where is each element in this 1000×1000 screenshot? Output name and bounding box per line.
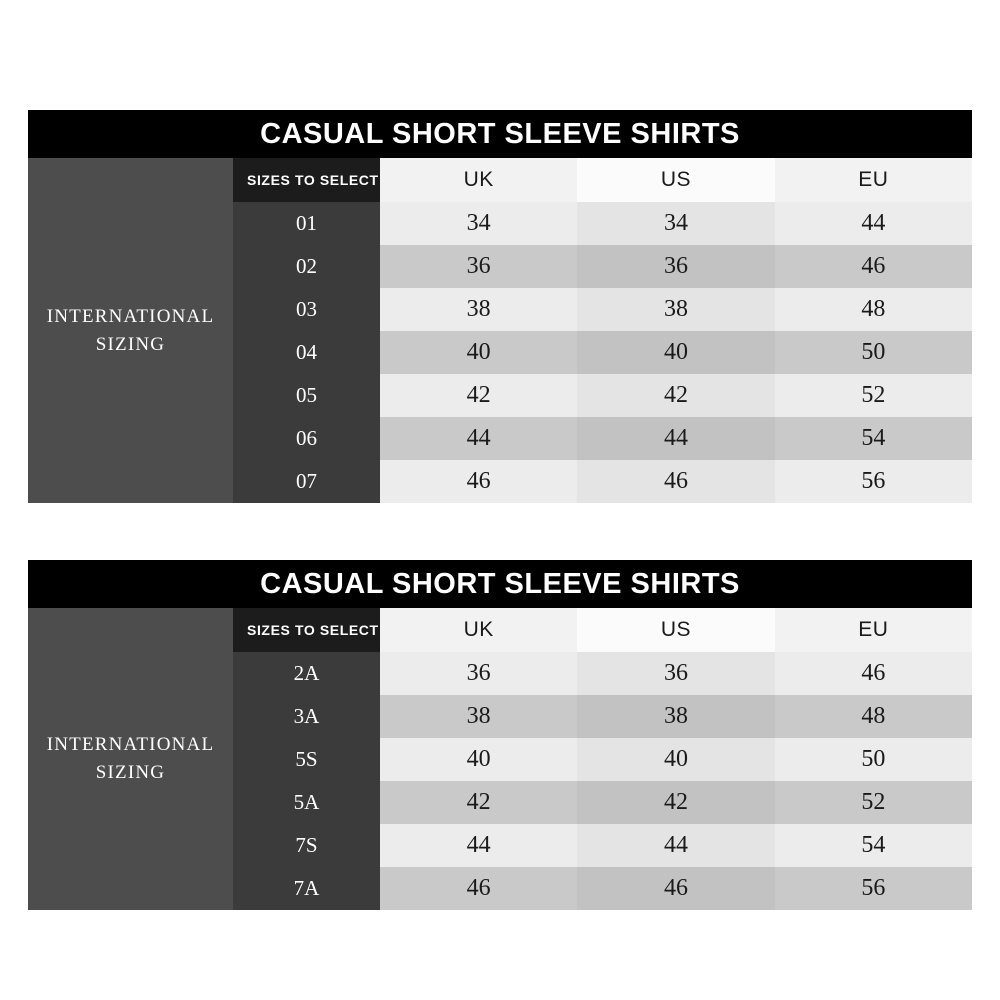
column-header-eu: EU	[775, 608, 972, 652]
row-value-eu: 56	[775, 460, 972, 503]
column-header-uk: UK	[380, 608, 577, 652]
row-size: 05	[233, 374, 380, 417]
row-size: 3A	[233, 695, 380, 738]
table-row	[233, 695, 972, 738]
row-value-eu: 54	[775, 824, 972, 867]
size-chart-block-1	[28, 110, 972, 503]
chart-grid	[28, 158, 972, 503]
row-size: 02	[233, 245, 380, 288]
chart-title: CASUAL SHORT SLEEVE SHIRTS	[28, 110, 972, 158]
row-value-us: 46	[577, 867, 774, 910]
table-row	[233, 867, 972, 910]
sizes-to-select-header: SIZES TO SELECT	[233, 158, 380, 202]
sizing-label-line1: INTERNATIONAL	[46, 305, 215, 327]
row-value-us: 36	[577, 652, 774, 695]
row-value-us: 38	[577, 695, 774, 738]
table-header-row	[233, 608, 972, 652]
international-sizing-label	[28, 158, 233, 503]
table-row	[233, 331, 972, 374]
column-header-eu: EU	[775, 158, 972, 202]
row-value-eu: 46	[775, 245, 972, 288]
column-header-us: US	[577, 158, 774, 202]
row-value-uk: 42	[380, 781, 577, 824]
sizing-label-line2: SIZING	[95, 333, 166, 355]
table-row	[233, 374, 972, 417]
row-value-us: 38	[577, 288, 774, 331]
row-value-eu: 48	[775, 695, 972, 738]
column-header-uk: UK	[380, 158, 577, 202]
chart-title: CASUAL SHORT SLEEVE SHIRTS	[28, 560, 972, 608]
table-row	[233, 460, 972, 503]
sizing-label-line2: SIZING	[95, 762, 166, 783]
row-value-uk: 42	[380, 374, 577, 417]
row-value-uk: 46	[380, 460, 577, 503]
row-value-us: 42	[577, 781, 774, 824]
chart-rows	[233, 608, 972, 910]
table-row	[233, 245, 972, 288]
row-value-eu: 52	[775, 781, 972, 824]
row-value-uk: 46	[380, 867, 577, 910]
row-size: 01	[233, 202, 380, 245]
table-row	[233, 652, 972, 695]
row-value-eu: 46	[775, 652, 972, 695]
row-value-uk: 38	[380, 288, 577, 331]
table-row	[233, 738, 972, 781]
row-size: 7A	[233, 867, 380, 910]
sizing-label-line1: INTERNATIONAL	[46, 734, 215, 756]
row-size: 5A	[233, 781, 380, 824]
row-value-uk: 34	[380, 202, 577, 245]
table-header-row	[233, 158, 972, 202]
row-value-uk: 36	[380, 245, 577, 288]
row-value-us: 42	[577, 374, 774, 417]
table-row	[233, 417, 972, 460]
row-value-eu: 56	[775, 867, 972, 910]
table-row	[233, 781, 972, 824]
row-value-eu: 54	[775, 417, 972, 460]
chart-grid	[28, 608, 972, 910]
row-value-us: 40	[577, 331, 774, 374]
row-size: 5S	[233, 738, 380, 781]
row-value-us: 34	[577, 202, 774, 245]
column-header-us: US	[577, 608, 774, 652]
row-size: 7S	[233, 824, 380, 867]
table-row	[233, 202, 972, 245]
sizes-to-select-header: SIZES TO SELECT	[233, 608, 380, 652]
row-value-uk: 38	[380, 695, 577, 738]
international-sizing-label	[28, 608, 233, 910]
row-value-us: 40	[577, 738, 774, 781]
row-value-us: 36	[577, 245, 774, 288]
row-value-eu: 50	[775, 331, 972, 374]
row-size: 04	[233, 331, 380, 374]
row-value-uk: 36	[380, 652, 577, 695]
row-size: 2A	[233, 652, 380, 695]
row-value-uk: 44	[380, 824, 577, 867]
row-size: 06	[233, 417, 380, 460]
table-row	[233, 824, 972, 867]
size-chart-block-2	[28, 560, 972, 910]
row-value-uk: 40	[380, 738, 577, 781]
row-value-us: 44	[577, 824, 774, 867]
row-size: 03	[233, 288, 380, 331]
chart-rows	[233, 158, 972, 503]
row-value-uk: 40	[380, 331, 577, 374]
row-value-eu: 48	[775, 288, 972, 331]
row-value-eu: 52	[775, 374, 972, 417]
row-value-eu: 50	[775, 738, 972, 781]
row-value-eu: 44	[775, 202, 972, 245]
row-size: 07	[233, 460, 380, 503]
row-value-uk: 44	[380, 417, 577, 460]
table-row	[233, 288, 972, 331]
row-value-us: 44	[577, 417, 774, 460]
row-value-us: 46	[577, 460, 774, 503]
